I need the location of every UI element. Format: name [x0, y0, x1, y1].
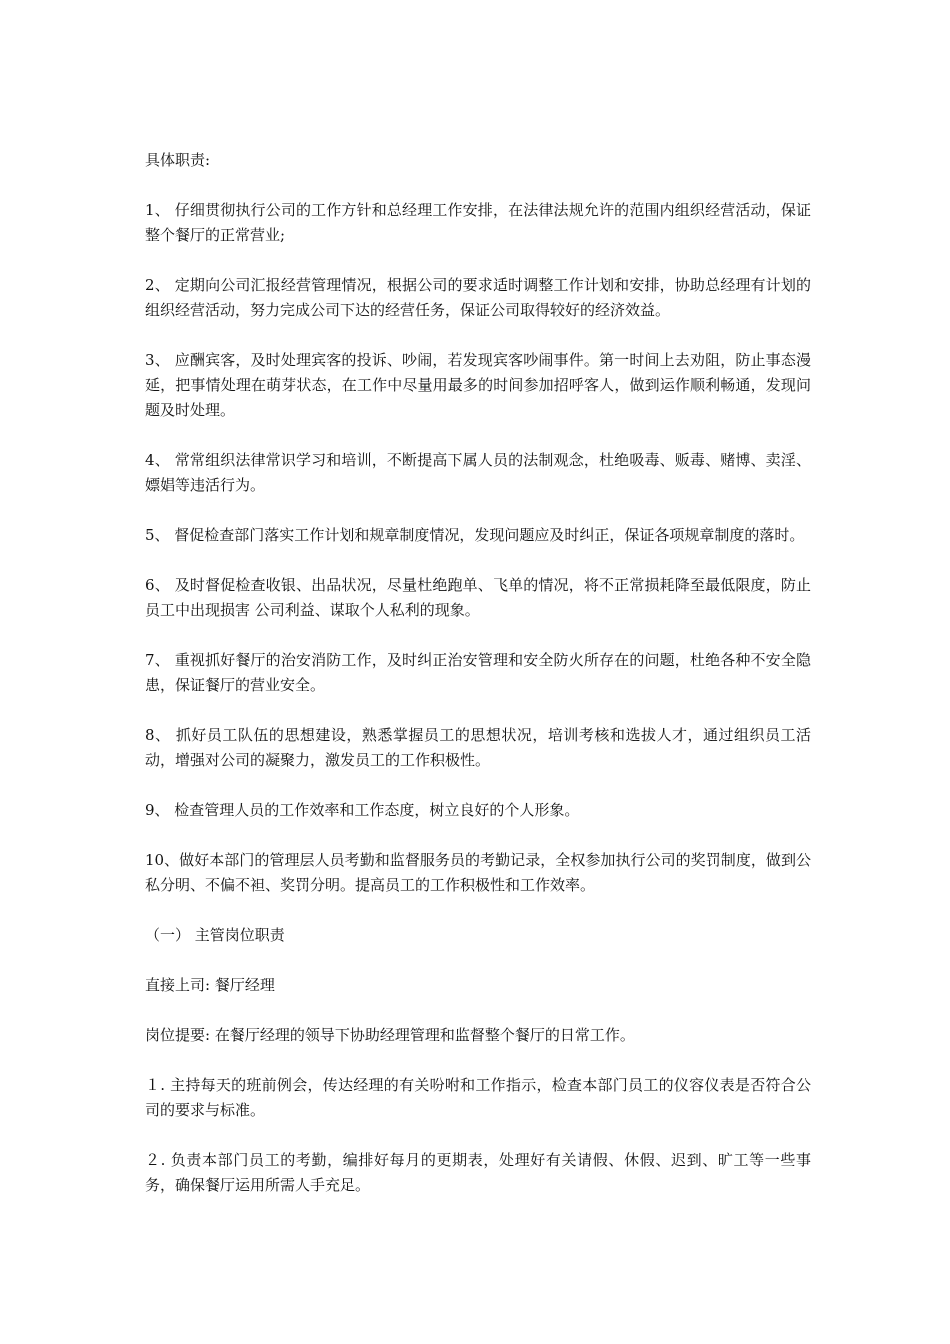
supervisor-item-1: １. 主持每天的班前例会，传达经理的有关吩咐和工作指示，检查本部门员工的仪容仪表是否符合公司的要求与标准。 [145, 1076, 811, 1119]
duty-item-6: 6、 及时督促检查收银、出品状况，尽量杜绝跑单、飞单的情况，将不正常损耗降至最低限度，防止员工中出现损害 公司利益、谋取个人私利的现象。 [145, 576, 811, 619]
duty-item-7: 7、 重视抓好餐厅的治安消防工作，及时纠正治安管理和安全防火所存在的问题，杜绝各种不安全隐患，保证餐厅的营业安全。 [145, 651, 811, 694]
duty-item-2: 2、 定期向公司汇报经营管理情况，根据公司的要求适时调整工作计划和安排，协助总经理有计划的组织经营活动，努力完成公司下达的经营任务，保证公司取得较好的经济效益。 [145, 276, 811, 319]
duty-item-1: 1、 仔细贯彻执行公司的工作方针和总经理工作安排，在法律法规允许的范围内组织经营活动，保证整个餐厅的正常营业; [145, 201, 811, 244]
document-page [145, 148, 811, 1223]
duty-item-3: 3、 应酬宾客，及时处理宾客的投诉、吵闹，若发现宾客吵闹事件。第一时间上去劝阻，防止事态漫延，把事情处理在萌芽状态，在工作中尽量用最多的时间参加招呼客人，做到运作顺利畅通，发现问题及时处理。 [145, 351, 811, 419]
duty-item-10: 10、做好本部门的管理层人员考勤和监督服务员的考勤记录，全权参加执行公司的奖罚制度，做到公私分明、不偏不袒、奖罚分明。提高员工的工作积极性和工作效率。 [145, 851, 811, 894]
duties-heading: 具体职责: [145, 151, 211, 169]
duty-item-9: 9、 检查管理人员的工作效率和工作态度，树立良好的个人形象。 [145, 801, 580, 819]
direct-superior: 直接上司: 餐厅经理 [145, 976, 275, 994]
duty-item-4: 4、 常常组织法律常识学习和培训，不断提高下属人员的法制观念，杜绝吸毒、贩毒、赌博、卖淫、嫖娼等违活行为。 [145, 451, 811, 494]
section-title: （一） 主管岗位职责 [145, 926, 285, 944]
supervisor-item-2: ２. 负责本部门员工的考勤，编排好每月的更期表，处理好有关请假、休假、迟到、旷工等一些事务，确保餐厅运用所需人手充足。 [145, 1151, 811, 1194]
duty-item-8: 8、 抓好员工队伍的思想建设，熟悉掌握员工的思想状况，培训考核和选拔人才，通过组织员工活动，增强对公司的凝聚力，激发员工的工作积极性。 [145, 726, 811, 769]
position-summary: 岗位提要: 在餐厅经理的领导下协助经理管理和监督整个餐厅的日常工作。 [145, 1026, 635, 1044]
duty-item-5: 5、 督促检查部门落实工作计划和规章制度情况，发现问题应及时纠正，保证各项规章制度的落时。 [145, 526, 805, 544]
